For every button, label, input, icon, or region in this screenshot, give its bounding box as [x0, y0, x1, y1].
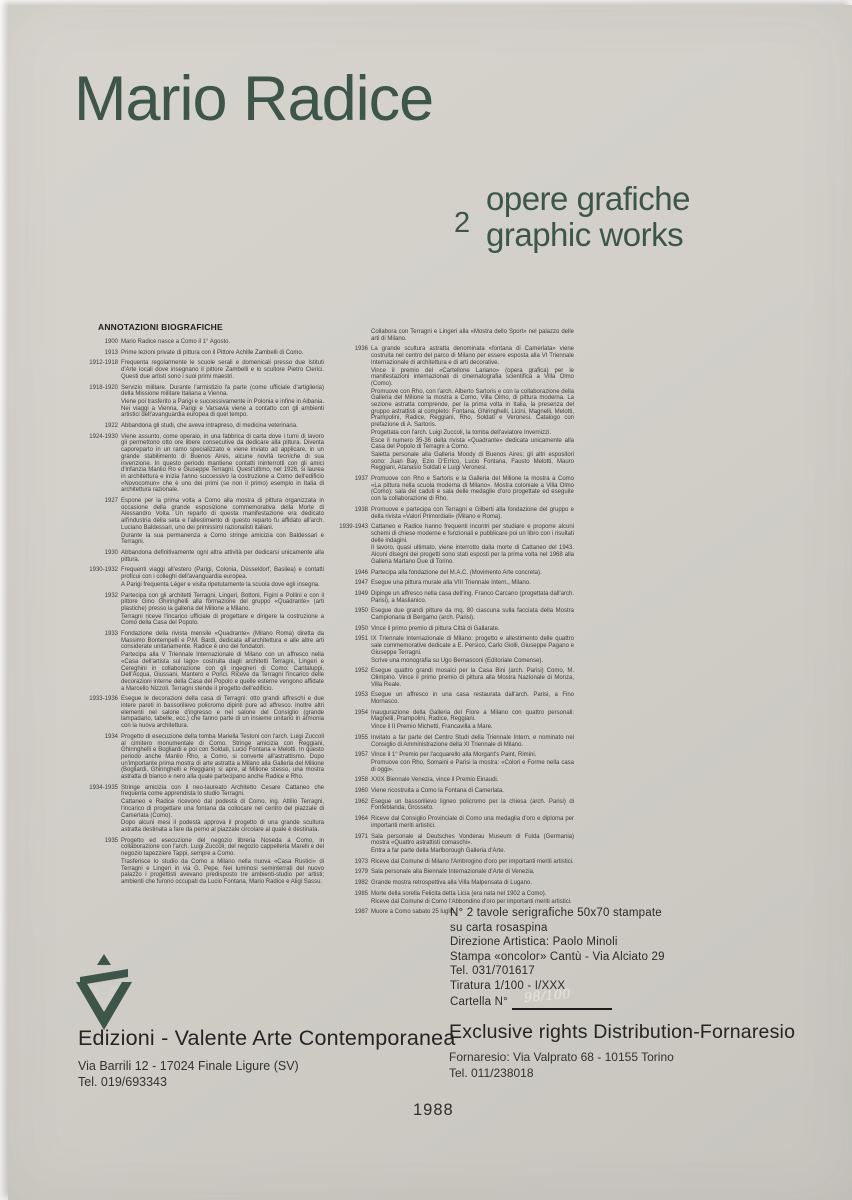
bio-entry-year: 1938: [354, 506, 368, 513]
bio-entry-text: [121, 838, 324, 887]
bio-paragraph: Invitato a far parte del Centro Studi della Triennale Intern. e nominato nel Consiglio di Amministrazione della XI Triennale di Milano.: [371, 734, 574, 748]
bio-paragraph: Stringe amicizia con il neo-laureato Architetto Cesare Cattaneo che frequenta come apprendista lo studio Terragni.: [121, 784, 324, 798]
bio-entry-year: 1922: [104, 423, 118, 430]
bio-entry-text: [371, 859, 574, 867]
bio-paragraph: Progetto ed esecuzione del negozio libreria Noseda a Como, in collaborazione con l'arch. Luigi Zuccoli, del negozio cappelleria Marelli e del negozio tapezziere Tappi, sempre a Como.: [121, 837, 324, 858]
bio-entry: [328, 834, 574, 856]
annotations-column-left: [78, 339, 324, 920]
cartella-number-slot: [512, 986, 612, 1010]
bio-entry-text: [371, 710, 574, 732]
bio-entry: [328, 692, 574, 706]
bio-paragraph: Viene poi trasferito a Parigi e successivamente in Polonia e infine in Albania. Nei viaggi a Vienna, Parigi e Varsavia viene a contatto con gli ambienti artistici dell'avanguardia europea di quel tempo.: [121, 398, 325, 419]
bio-entry: [328, 507, 574, 521]
edition-line: N° 2 tavole serigrafiche 50x70 stampate: [450, 907, 662, 919]
bio-entry: [328, 799, 574, 813]
bio-entry-year: 1933: [104, 631, 118, 638]
bio-entry: [328, 777, 574, 785]
bio-entry-year: 1950: [354, 625, 368, 632]
bio-paragraph: Dopo alcuni mesi il podestà approva il progetto di una grande scultura astratta destinata a fare da perno al piazzale circolare al quale è destinata.: [121, 820, 324, 833]
bio-entry-text: [121, 434, 324, 495]
cartella-handwritten-number: 98/100: [523, 986, 572, 1006]
bio-entry-year: 1954: [354, 709, 368, 716]
edition-line: su carta rosaspina: [450, 921, 548, 934]
bio-entry-text: [121, 567, 324, 589]
distributor-address: [449, 1050, 795, 1081]
bio-paragraph: Promuove con Rho, con l'arch. Alberto Sartoris e con la collaborazione della Galleria del Milione la mostra a Como, Villa Olmo, di pittura moderna. La sezione astratta comprende, per la prima volta in Italia, la presenza del gruppo astrattisti al completo: Fontana, Ghiringhelli, Licini, Magnelli, Melotti, Prampolini, Radice, Reggiani, Rho, Soldati e Veronesi. Catalogo con prefazione di A. Sartoris.: [371, 388, 574, 429]
bio-entry: [78, 550, 324, 564]
bio-entry-year: 1952: [354, 668, 368, 675]
bio-entry-text: [371, 777, 574, 785]
bio-entry-text: [121, 785, 324, 835]
bio-entry-year: 1957: [354, 752, 368, 759]
distributor-name: Exclusive rights Distribution-Fornaresio: [449, 1021, 796, 1043]
bio-paragraph: Esegue quattro grandi mosaici per la Casa Bini (arch. Parisi) Como, M. Olimpino. Vince il primo premio di pittura alla Mostra Nazionale di Monza, Villa Reale.: [371, 668, 574, 688]
bio-entry: [78, 785, 324, 835]
bio-entry: [328, 816, 574, 830]
bio-paragraph: Esegue due grandi pitture da mq. 80 ciascuna sulla facciata della Mostra Campionaria di Bergamo (arch. Parisi).: [371, 608, 574, 622]
bio-entry-year: 1937: [354, 476, 368, 483]
bio-paragraph: Vince il primo premio di pittura Città di Gallarate.: [371, 625, 500, 632]
bio-entry-year: 1955: [354, 734, 368, 741]
distributor-street: Fornaresio: Via Valprato 68 - 10155 Torino: [449, 1050, 674, 1064]
bio-paragraph: Espone per la prima volta a Como alla mostra di pittura organizzata in occasione della grande esposizione commemorativa della Morte di Alessandro Volta. Un reparto di questa manifestazione era dedicato all'industria della seta e l'allestimento di questo reparto fu affidato all'arch. Luciano Baldessari, uno dei primissimi razionalisti italiani.: [121, 498, 324, 531]
bio-paragraph: Esegue un bassorilievo ligneo policromo per la chiesa (arch. Parisi) di Fonteblanda, Grosseto.: [371, 798, 574, 812]
bio-entry: [328, 880, 574, 888]
edition-line: Tel. 031/701617: [450, 965, 535, 978]
bio-paragraph: La grande scultura astratta denominata «fontana di Camerlata» viene costruita nel centro del parco di Milano per essere esposta alla VI Triennale Internazionale di architettura e di arti decorative.: [371, 346, 574, 366]
bio-entry-year: 1982: [354, 880, 368, 887]
bio-entry-text: [371, 891, 574, 906]
subtitle-line-italian: opere grafiche: [486, 180, 690, 217]
bio-paragraph: IX Triennale Internazionale di Milano: progetto e allestimento delle quattro sale commemorative dedicate a E. Persico, Carlo Giolli, Giuseppe Pagano e Giuseppe Terragni.: [371, 636, 574, 656]
bio-entry-text: [121, 550, 324, 564]
bio-paragraph: Promuove con Rho e Sartoris e la Galleria del Milione la mostra a Como «La pittura nella scuola moderna di Milano». Mostra coloniale a Villa Olmo (Como): sala dei caduti e sala delle medaglie d'oro progettate ed eseguite con la collaborazione di Rho.: [371, 476, 574, 503]
bio-entry-text: [121, 631, 324, 693]
bio-entry-year: 1949: [354, 590, 368, 597]
bio-entry-year: 1960: [354, 788, 368, 795]
bio-paragraph: Viene ricostruita a Como la Fontana di Camerlata.: [371, 788, 504, 795]
bio-entry: [78, 339, 324, 347]
bio-entry-year: 1973: [354, 858, 368, 865]
bio-paragraph: Riceve dal Consiglio Provinciale di Como una medaglia d'oro e diploma per importanti meriti artistici.: [371, 816, 574, 829]
bio-entry-text: [371, 834, 574, 856]
bio-entry-year: 1927: [104, 498, 118, 505]
bio-paragraph: Partecipa alla fondazione del M.A.C. (Movimento Arte concreta).: [371, 569, 542, 576]
bio-entry: [328, 626, 574, 634]
bio-entry-year: 1933-1936: [89, 696, 118, 703]
bio-entry: [328, 346, 574, 473]
bio-entry-text: [371, 799, 574, 813]
bio-entry: [328, 329, 574, 343]
bio-paragraph: Scrive una monografia su Ugo Bernasconi (Editoriale Comense).: [371, 657, 544, 664]
bio-entry: [328, 476, 574, 504]
bio-paragraph: Sala personale alla Biennale Internazionale d'Arte di Venezia.: [371, 869, 535, 876]
bio-paragraph: Vince il 1° Premio per l'acquarello alla Morgant's Paint, Rimini.: [371, 752, 537, 759]
bio-entry-year: 1913: [104, 349, 118, 356]
bio-paragraph: Morte della sorella Felicita detta Licia (era nata nel 1902 a Como).: [371, 890, 547, 897]
bio-entry-year: 1932: [104, 592, 118, 599]
bio-paragraph: Saletta personale alla Galleria Moody di Buenos Aires; gli altri espositori sono: Juan Bay, Ezio D'Errico, Lucio Fontana, Fausto Melotti, Mauro Reggiani, Atanasio Soldati e Luigi Veronesi.: [371, 451, 574, 472]
bio-entry: [78, 498, 324, 547]
bio-entry-year: 1936: [354, 346, 368, 353]
bio-entry: [78, 350, 324, 358]
bio-paragraph: Vince il II Premio Michetti, Francavilla a Mare.: [371, 724, 493, 731]
publisher-name: Edizioni - Valente Arte Contemporanea: [78, 1026, 456, 1050]
subtitle-lines: [486, 181, 690, 253]
bio-paragraph: Promuove con Rho, Somaini e Parisi la mostra: «Colori e Forme nella casa di oggi».: [371, 759, 574, 773]
bio-paragraph: Entra a far parte della Marlborough Galleria d'Arte.: [371, 848, 506, 854]
bio-entry: [78, 434, 324, 495]
bio-entry: [78, 734, 324, 782]
bio-paragraph: Fondazione della rivista mensile «Quadrante» (Milano Roma) diretta da Massimo Bontempelli e P.M. Bardi, dedicata all'architettura e alle altre arti considerate unitariamente. Radice è uno dei fondatori.: [121, 631, 324, 651]
bio-paragraph: A Parigi frequenta Léger e visita ripetutamente la scuola dove egli insegna.: [121, 581, 320, 588]
edition-line: Tiratura 1/100 - I/XXX: [450, 979, 566, 992]
bio-paragraph: Cattaneo e Radice hanno frequenti incontri per studiare e proporre alcuni schemi di chiese moderne e funzionali e pubblicare poi un libro con i risultati delle indagini.: [371, 524, 574, 544]
bio-entry: [78, 360, 324, 381]
bio-entry-text: [371, 580, 574, 588]
bio-entry: [328, 710, 574, 732]
bio-entry-text: [371, 816, 574, 830]
annotations-header: ANNOTAZIONI BIOGRAFICHE: [98, 322, 223, 332]
bio-entry-text: [371, 735, 574, 749]
bio-entry-year: 1930: [104, 549, 118, 556]
bio-entry-text: [121, 498, 324, 547]
bio-entry-text: [371, 570, 574, 578]
bio-entry-text: [121, 350, 324, 358]
bio-paragraph: Trasferisce lo studio da Como a Milano nella nuova «Casa Rustici» di Terragni e Lingeri in via G. Pepe. Nei luminosi seminterrati del nuovo palazzo i progettisti avevano predisposto tre ambienti-studio per artisti; ambienti che furono occupati da Lucio Fontana, Mario Radice e Aligi Sassu.: [121, 858, 324, 885]
bio-entry-text: [121, 734, 324, 782]
bio-entry: [328, 570, 574, 578]
bio-entry-year: 1947: [354, 580, 368, 587]
bio-entry: [328, 636, 574, 665]
bio-entry-text: [371, 636, 574, 665]
bio-entry-text: [371, 329, 574, 343]
bio-entry-text: [371, 668, 574, 689]
bio-entry: [328, 735, 574, 749]
bio-entry-year: 1950: [354, 608, 368, 615]
bio-entry-text: [371, 869, 574, 877]
bio-entry-year: 1934-1935: [89, 784, 118, 791]
bio-paragraph: Prime lezioni private di pittura con il Pittore Achille Zambelli di Como.: [121, 349, 304, 356]
bio-entry: [328, 869, 574, 877]
bio-entry-text: [371, 880, 574, 888]
distributor-block: [449, 1021, 795, 1081]
bio-entry: [78, 423, 324, 431]
bio-entry: [78, 593, 324, 629]
bio-entry-text: [371, 692, 574, 706]
annotations-column-right: [328, 329, 574, 920]
bio-entry-year: 1953: [354, 692, 368, 699]
bio-paragraph: Promuove e partecipa con Terragni e Gilberti alla fondazione del gruppo e della rivista «Valori Primordiali» (Milano e Roma).: [371, 506, 574, 520]
bio-entry-year: 1930-1932: [89, 567, 118, 574]
bio-entry-text: [371, 788, 574, 796]
bio-paragraph: Grande mostra retrospettiva alla Villa Malpensata di Lugano.: [371, 880, 532, 887]
bio-entry-text: [371, 608, 574, 622]
bio-paragraph: Progetto di esecuzione della tomba Mariella Testoni con l'arch. Luigi Zuccoli al cimitero monumentale di Como. Stringe amicizia con Reggiani, Ghiringhelli e Bogliardi e poi con Soldati, Lucio Fontana e Melotti. In questo periodo anche Manlio Rho, a Como, si converte all'astrattismo. Dopo un'importante prima mostra di arte astratta a Milano alla Galleria del Milione (Bogliardi, Ghiringhelli e Reggiani) si apre, al Milione stesso, una mostra astratta di bianco e nero alla quale partecipano anche Radice e Rho.: [121, 733, 324, 781]
publisher-address: [78, 1058, 456, 1090]
bio-paragraph: Muore a Como sabato 25 luglio.: [371, 909, 457, 916]
publisher-block: [78, 1026, 456, 1090]
bio-entry-text: [371, 476, 574, 504]
distributor-phone: Tel. 011/238018: [449, 1065, 534, 1080]
bio-entry-year: 1900: [104, 339, 118, 345]
bio-paragraph: Il lavoro, quasi ultimato, viene interrotto dalla morte di Cattaneo del 1943. Alcuni disegni dei progetti sono stati esposti per la prima volta nel 1968 alla Galleria Martano Due di Torino.: [371, 545, 574, 565]
bio-entry-year: 1912-1918: [89, 360, 118, 367]
bio-paragraph: Viene assunto, come operaio, in una fabbrica di carta dove i turni di lavoro gli permettono otto ore libere consecutive da dedicare alla pittura. Diventa caporeparto in un ramo specializzato e viene inviato ad applicare, in un grande stabilimento di Buenos Aires, alcune novità tecniche di sua invenzione. In questo periodo mantiene contatti ininterrotti con gli amici d'infanzia Manlio Ro e Giuseppe Terragni. Quest'ultimo, nel 1926, si laurea in architettura e inizia l'anno successivo la costruzione a Como dell'edificio «Novocomun» che è uno dei primi (se non il primo) esempio in Italia di architettura razionale.: [121, 433, 324, 494]
bio-entry-year: 1946: [354, 569, 368, 576]
bio-paragraph: Collabora con Terragni e Lingeri alla «Mostra dello Sport» nel palazzo delle arti di Milano.: [371, 329, 574, 342]
bio-entry: [78, 838, 324, 887]
bio-entry-text: [121, 423, 324, 431]
bio-entry-year: [328, 329, 371, 343]
bio-paragraph: Dipinge un affresco nella casa dell'ing. Franco Carcano (progettata dall'arch. Parisi), a Maslianico.: [371, 590, 574, 604]
edition-line: Direzione Artistica: Paolo Minoli: [450, 936, 618, 949]
edition-lines: [450, 906, 665, 994]
subtitle-number: 2: [454, 207, 471, 239]
bio-paragraph: Sala personale al Deutsches Vonderau Museum di Fulda (Germania) mostra «Quattro astrattisti comaschi».: [371, 833, 574, 847]
bio-paragraph: Riceve dal Comune di Como l'Abbondino d'oro per importanti meriti artistici.: [371, 898, 572, 905]
bio-entry: [78, 567, 324, 589]
bio-paragraph: Esce il numero 35-36 della rivista «Quadrante» dedicata unicamente alla Casa del Popolo di Terragni a Como.: [371, 437, 574, 451]
bio-entry: [78, 696, 324, 731]
bio-entry-text: [121, 360, 324, 381]
bio-entry-text: [121, 593, 324, 629]
bio-entry-year: 1985: [354, 890, 368, 897]
bio-entry-year: 1987: [354, 909, 368, 916]
bio-entry-year: 1962: [354, 798, 368, 805]
bio-entry-text: [121, 385, 324, 421]
bio-entry-text: [371, 591, 574, 605]
bio-entry-year: 1958: [354, 777, 368, 784]
bio-entry: [328, 891, 574, 906]
bio-entry-year: 1935: [104, 837, 118, 844]
bio-paragraph: Progettata con l'arch. Luigi Zuccoli, la tomba dell'aviatore Invernizzi.: [371, 429, 552, 436]
bio-paragraph: Vince il premio del «Cartellone Lariano» (opera grafica) per le manifestazioni internazionali di cinematografia scientifica a Villa Olmo (Como).: [371, 367, 574, 387]
bio-paragraph: Cattaneo e Radice ricevono dal podestà di Como, ing. Attilio Terragni, l'incarico di progettare una fontana da collocare nel centro del piazzale di Camerlata (Como).: [121, 799, 324, 819]
bio-entry-text: [371, 524, 574, 566]
bio-entry: [328, 608, 574, 622]
bio-entry: [328, 788, 574, 796]
valente-logo-icon: [72, 952, 136, 1032]
edition-line: Stampa «oncolor» Cantù - Via Alciato 29: [450, 950, 665, 963]
bio-paragraph: XXIX Biennale Venezia, vince il Premio Einaudi.: [371, 777, 499, 784]
footer-year: 1988: [413, 1101, 454, 1119]
bio-paragraph: Esegue una pittura murale alla VIII Triennale Intern., Milano.: [371, 580, 531, 587]
bio-paragraph: Terragni riceve l'incarico ufficiale di progettare e dirigere la costruzione a Como della Casa del Popolo.: [121, 613, 324, 627]
bio-entry-year: 1979: [354, 869, 368, 876]
edition-info-block: [450, 906, 665, 1010]
subtitle-line-english: graphic works: [486, 216, 684, 253]
bio-paragraph: Partecipa alla V Triennale Internazionale di Milano con un affresco nella «Casa dell'artista sul lago» costruita dagli architetti Terragni, Lingeri e Cereghini in collaborazione con gli ingegneri di Como: Cantaluppi, Dell'Acqua, Giussani, Mantero e Ponci. Riceve da Terragni l'incarico delle decorazioni interne della Casa del Popolo e quelle esterne vengono affidate a Marcello Nizzoli. Terragni stende il progetto dell'edificio.: [121, 652, 324, 692]
bio-entry: [328, 580, 574, 588]
cartella-label: Cartella N°: [450, 995, 508, 1008]
bio-entry-year: 1971: [354, 833, 368, 840]
bio-paragraph: Esegue le decorazioni della casa di Terragni: otto grandi affreschi e due intere pareti in bassorilievo policromo dipinti pure ad affresco. Inoltre altri elementi nel salone d'ingresso e nel salone del Consiglio (grande lampadario, tabelle, ecc.) che fanno parte di un insieme unitario in armonia con la nuova architettura.: [121, 696, 324, 730]
bio-entry-year: 1934: [104, 733, 118, 740]
cartella-line: [450, 986, 665, 1010]
bio-entry: [78, 385, 324, 421]
bio-entry: [328, 859, 574, 867]
bio-entry-year: 1918-1920: [89, 384, 118, 391]
bio-paragraph: Partecipa con gli architetti Terragni, Lingeri, Bottoni, Figini e Pollini e con il pittore Gino Ghiringhelli alla formazione del gruppo «Quadrante» (arti plastiche) presso la galleria del Milione a Milano.: [121, 592, 324, 612]
bio-paragraph: Riceve dal Comune di Milano l'Ambrogino d'oro per importanti meriti artistici.: [371, 858, 574, 865]
bio-entry-text: [371, 752, 574, 774]
publisher-phone: Tel. 019/693343: [78, 1075, 167, 1089]
bio-entry-text: [371, 507, 574, 521]
bio-entry-text: [371, 626, 574, 634]
bio-entry-year: 1951: [354, 636, 368, 643]
bio-entry: [328, 752, 574, 774]
bio-paragraph: Servizio militare. Durante l'armistizio fa parte (come ufficiale d'artiglieria) della Missione militare Italiana a Vienna.: [121, 384, 324, 398]
bio-paragraph: Durante la sua permanenza a Como stringe amicizia con Baldessari e Terragni.: [121, 532, 324, 546]
bio-paragraph: Abbandona gli studi, che aveva intrapreso, di medicina veterinaria.: [121, 423, 298, 430]
bio-entry-year: 1939-1943: [339, 524, 368, 531]
bio-entry-year: 1964: [354, 816, 368, 823]
annotations-columns: [78, 329, 574, 920]
bio-entry-text: [371, 346, 574, 473]
bio-paragraph: Esegue un affresco in una casa restaurata dall'arch. Parisi, a Fino Mornasco.: [371, 692, 574, 706]
bio-entry: [328, 591, 574, 605]
bio-entry-text: [121, 339, 324, 347]
page-title: Mario Radice: [74, 64, 434, 134]
bio-paragraph: Abbandona definitivamente ogni altra attività per dedicarsi unicamente alla pittura.: [121, 549, 324, 563]
bio-paragraph: Mario Radice nasce a Como il 1° Agosto.: [121, 339, 231, 345]
bio-entry: [328, 524, 574, 566]
bio-entry-year: 1924-1930: [89, 433, 118, 440]
bio-entry: [328, 668, 574, 689]
publisher-street: Via Barrili 12 - 17024 Finale Ligure (SV): [78, 1059, 299, 1073]
bio-paragraph: Frequenti viaggi all'estero (Parigi, Colonia, Düsseldorf, Basilea) e contatti proficui con i colleghi dell'avanguardia europea.: [121, 567, 324, 581]
bio-entry-text: [121, 696, 324, 731]
poster: [8, 5, 852, 1200]
bio-paragraph: Frequenta regolarmente le scuole serali e domenicali presso due Istituti d'Arte locali dove insegnano il pittore Zambelli e lo scultore Pietro Clerici. Questi due artisti sono i suoi primi maestri.: [121, 360, 324, 380]
bio-paragraph: Inaugurazione della Galleria del Fiore a Milano con quattro personali: Magnelli, Prampolini, Radice, Reggiani.: [371, 709, 574, 723]
bio-entry: [78, 631, 324, 693]
